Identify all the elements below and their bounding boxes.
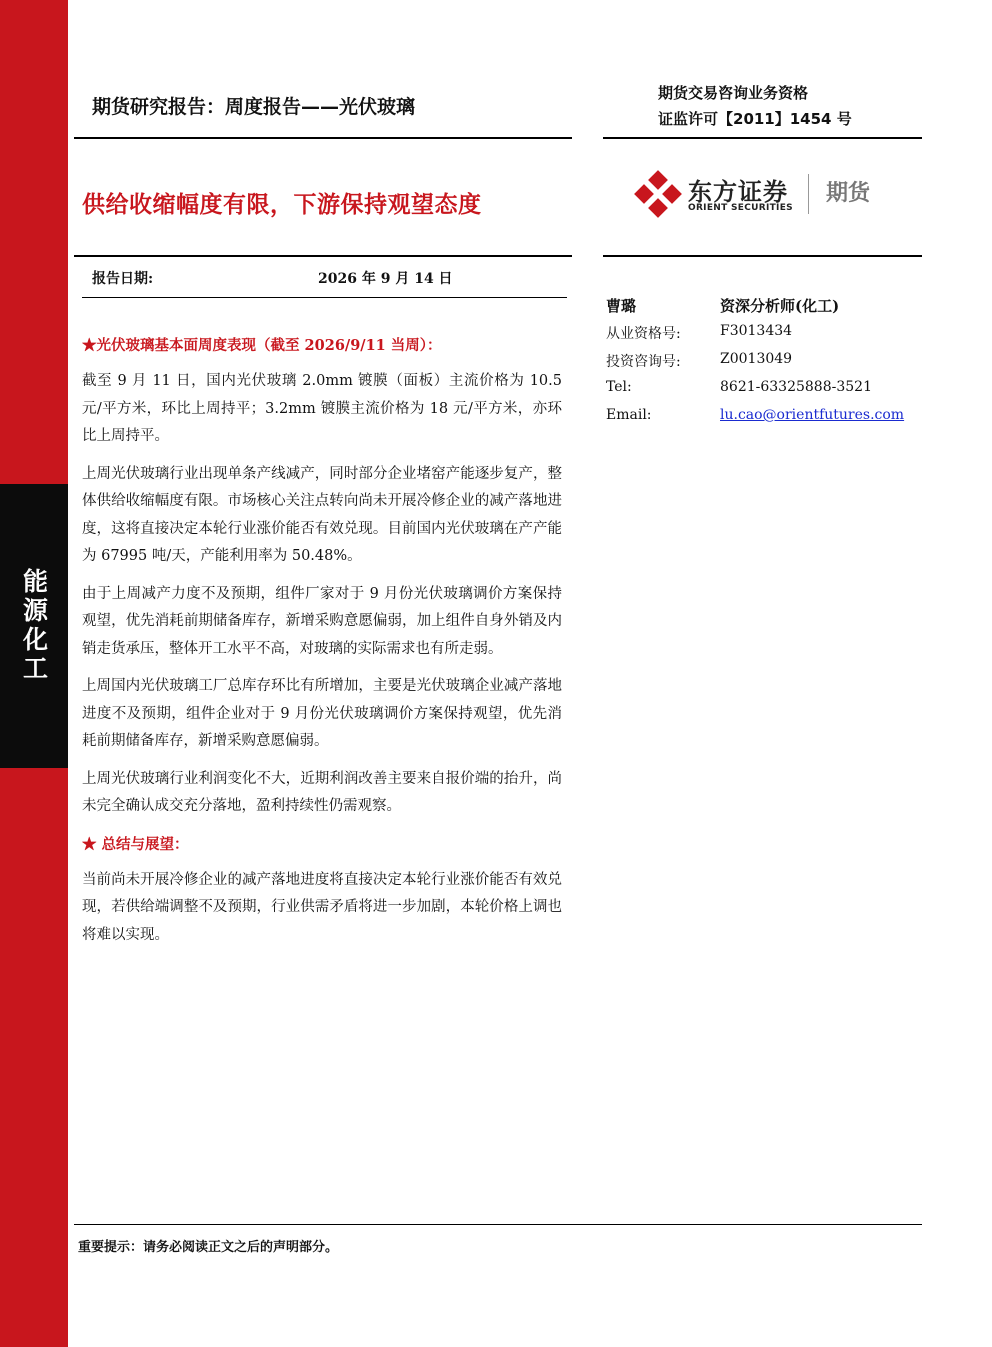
analyst-tel-row (606, 377, 906, 405)
body-paragraph: 上周光伏玻璃行业出现单条产线减产，同时部分企业堵窑产能逐步复产，整体供给收缩幅度有限。市场核心关注点转向尚未开展冷修企业的减产落地进度，这将直接决定本轮行业涨价能否有效兑现。目前国内光伏玻璃在产产能为 67995 吨/天，产能利用率为 50.48%。 (82, 465, 562, 564)
footer-rule (74, 1224, 922, 1225)
logo-name-cn: 东方证券 (688, 178, 788, 206)
body-paragraph: 上周国内光伏玻璃工厂总库存环比有所增加，主要是光伏玻璃企业减产落地进度不及预期，组件企业对于 9 月份光伏玻璃调价方案保持观望，优先消耗前期储备库存，新增采购意愿偏弱。 (82, 678, 562, 749)
section-heading-weekly: ★光伏玻璃基本面周度表现（截至 2026/9/11 当周）： (82, 337, 442, 354)
report-headline: 供给收缩幅度有限，下游保持观望态度 (82, 192, 482, 218)
footer-notice: 重要提示：请务必阅读正文之后的声明部分。 (78, 1240, 339, 1255)
report-date-label: 报告日期: (92, 271, 154, 287)
logo-divider (808, 174, 809, 214)
report-date-value: 2026 年 9 月 14 日 (318, 271, 453, 287)
analyst-email-row (606, 405, 906, 433)
tel-value: 8621-63325888-3521 (720, 379, 872, 395)
logo-suffix: 期货 (826, 181, 871, 206)
analyst-title: 资深分析师(化工) (720, 297, 840, 315)
license-info (658, 80, 852, 132)
consult-value: Z0013049 (720, 351, 793, 367)
analyst-consult-row (606, 349, 906, 377)
header-rule-left (74, 137, 572, 139)
body-paragraph: 上周光伏玻璃行业利润变化不大，近期利润改善主要来自报价端的抬升，尚未完全确认成交充分落地，盈利持续性仍需观察。 (82, 770, 562, 814)
date-rule (82, 297, 567, 298)
section-heading-summary: ★ 总结与展望： (82, 835, 189, 853)
consult-label: 投资咨询号: (606, 354, 681, 370)
analyst-info (606, 293, 906, 433)
email-link[interactable]: lu.cao@orientfutures.com (720, 407, 905, 423)
qualification-value: F3013434 (720, 323, 793, 339)
body-paragraph: 当前尚未开展冷修企业的减产落地进度将直接决定本轮行业涨价能否有效兑现，若供给端调整不及预期，行业供需矛盾将进一步加剧，本轮价格上调也将难以实现。 (82, 871, 562, 943)
header-rule-right (603, 137, 922, 139)
headline-rule-left (74, 255, 572, 257)
side-category-label: 能源化工 (19, 568, 49, 684)
body-paragraph: 截至 9 月 11 日，国内光伏玻璃 2.0mm 镀膜（面板）主流价格为 10.5 元/平方米，环比上周持平；3.2mm 镀膜主流价格为 18 元/平方米，亦环比上周持平。 (82, 373, 562, 444)
analyst-qualification-row (606, 321, 906, 349)
logo-diamond-icon (634, 170, 682, 218)
body-paragraph: 由于上周减产力度不及预期，组件厂家对于 9 月份光伏玻璃调价方案保持观望，优先消耗前期储备库存，新增采购意愿偏弱，加上组件自身外销及内销走货承压，整体开工水平不高，对玻璃的实际需求也有所走弱。 (82, 585, 562, 657)
report-title: 期货研究报告：周度报告——光伏玻璃 (92, 96, 416, 118)
analyst-name-row (606, 293, 906, 321)
tel-label: Tel: (606, 379, 632, 395)
license-line-2: 证监许可【2011】1454 号 (658, 110, 852, 128)
qualification-label: 从业资格号: (606, 326, 681, 342)
headline-rule-right (603, 255, 922, 257)
logo-name-en: ORIENT SECURITIES (688, 203, 793, 213)
company-logo (632, 168, 892, 224)
license-line-1: 期货交易咨询业务资格 (658, 84, 809, 102)
email-label: Email: (606, 407, 652, 423)
analyst-name: 曹璐 (606, 297, 637, 315)
report-body (82, 332, 562, 959)
side-category-block (0, 484, 68, 768)
